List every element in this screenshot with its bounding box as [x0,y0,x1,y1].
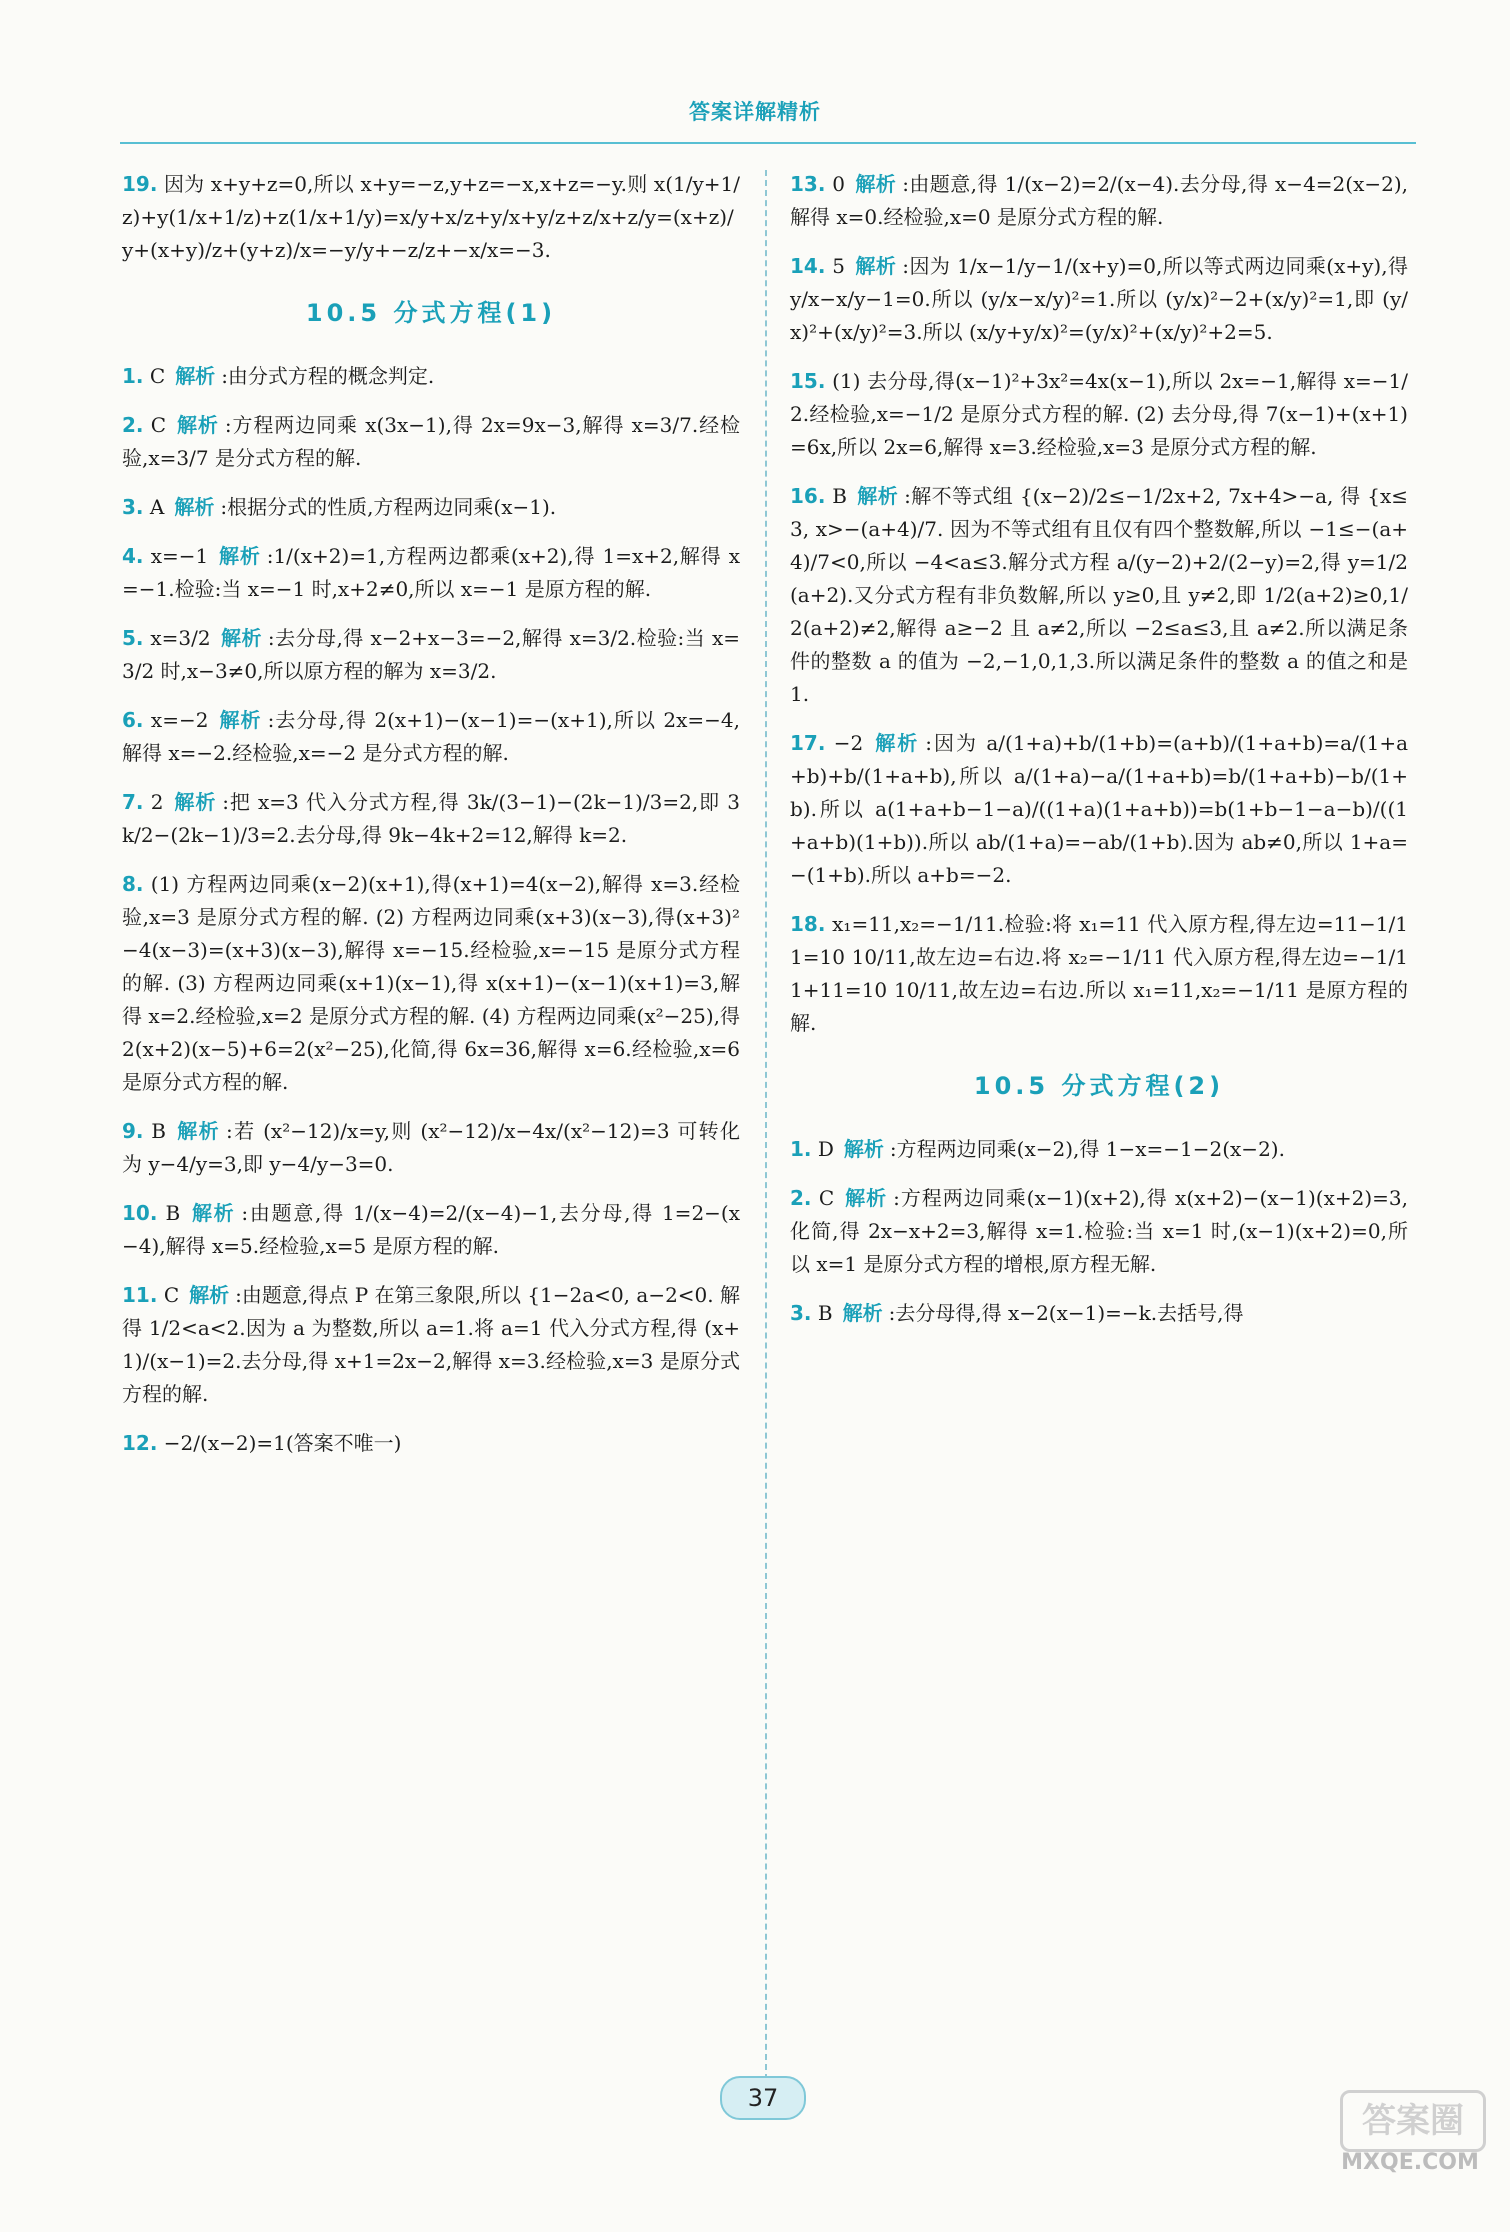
right-column [790,168,1408,1346]
page-header-title: 答案详解精析 [689,100,821,124]
analysis-tag: 解析 [856,484,899,508]
analysis-tag: 解析 [174,495,215,519]
item-number: 15. [790,369,826,393]
analysis-tag: 解析 [175,364,216,388]
analysis-tag: 解析 [844,1186,888,1210]
item-number: 1. [122,364,144,388]
answer-item [790,727,1408,892]
item-number: 11. [122,1283,158,1307]
analysis-tag: 解析 [175,1119,220,1143]
item-answer: 5 [832,254,845,278]
answer-item [122,622,740,688]
item-text: x₁=11,x₂=−1/11.检验:将 x₁=11 代入原方程,得左边=11−1/11=10 10/11,故左边=右边.将 x₂=−1/11 代入原方程,得左边=−1/11+11=10 10/11,故左边=右边.所以 x₁=11,x₂=−1/11 是原方程的解. [790,912,1408,1035]
item-text: :解不等式组 {(x−2)/2≤−1/2x+2, 7x+4>−a, 得 {x≤3, x>−(a+4)/7. 因为不等式组有且仅有四个整数解,所以 −1≤−(a+4)/7<0,所以 −4<a≤3.解分式方程 a/(y−2)+2/(2−y)=2,得 y=1/2(a+2).又分式方程有非负数解,所以 y≥0,且 y≠2,即 1/2(a+2)≥0,1/2(a+2)≠2,解得 a≥−2 且 a≠2,所以 −2≤a≤3,且 a≠2.所以满足条件的整数 a 的值为 −2,−1,0,1,3.所以满足条件的整数 a 的值之和是 1. [790,484,1409,706]
answer-item [122,704,740,770]
item-number: 10. [122,1201,158,1225]
answer-item [122,1115,740,1181]
item-answer: x=−2 [150,708,209,732]
analysis-tag: 解析 [189,1283,230,1307]
item-number: 14. [790,254,826,278]
item-text: :方程两边同乘(x−2),得 1−x=−1−2(x−2). [889,1137,1285,1161]
answer-item [790,1297,1408,1330]
item-text: :方程两边同乘 x(3x−1),得 2x=9x−3,解得 x=3/7.经检验,x=3/7 是分式方程的解. [122,413,741,470]
watermark-logo: 答案圈 [1340,2090,1486,2152]
answer-item [790,480,1408,711]
item-answer: B [832,484,847,508]
item-number: 1. [790,1137,812,1161]
item-text: :因为 1/x−1/y−1/(x+y)=0,所以等式两边同乘(x+y),得 y/x−x/y−1=0.所以 (y/x−x/y)²=1.所以 (y/x)²−2+(x/y)²=1,即 (y/x)²+(x/y)²=3.所以 (x/y+y/x)²=(y/x)²+(x/y)²+2=5. [790,254,1409,344]
item-text: :由题意,得点 P 在第三象限,所以 {1−2a<0, a−2<0. 解得 1/2<a<2.因为 a 为整数,所以 a=1.将 a=1 代入分式方程,得 (x+1)/(x−1)=2.去分母,得 x+1=2x−2,解得 x=3.经检验,x=3 是原分式方程的解. [122,1283,741,1406]
analysis-tag: 解析 [218,708,262,732]
answer-item [790,1133,1408,1166]
item-number: 19. [122,172,158,196]
answer-item [790,168,1408,234]
item-text: :去分母,得 x−2+x−3=−2,解得 x=3/2.检验:当 x=3/2 时,x−3≠0,所以原方程的解为 x=3/2. [122,626,741,683]
item-number: 18. [790,912,826,936]
header-rule [120,142,1416,144]
item-text: :去分母得,得 x−2(x−1)=−k.去括号,得 [888,1301,1244,1325]
left-column [122,168,740,1476]
item-number: 13. [790,172,826,196]
answer-item [122,786,740,852]
answer-item [790,365,1408,464]
answer-item [122,360,740,393]
item-number: 2. [122,413,144,437]
analysis-tag: 解析 [843,1137,884,1161]
analysis-tag: 解析 [854,172,897,196]
item-number: 17. [790,731,826,755]
item-text: :去分母,得 2(x+1)−(x−1)=−(x+1),所以 2x=−4,解得 x=−2.经检验,x=−2 是分式方程的解. [122,708,741,765]
item-text: (1) 去分母,得(x−1)²+3x²=4x(x−1),所以 2x=−1,解得 x=−1/2.经检验,x=−1/2 是原分式方程的解. (2) 去分母,得 7(x−1)+(x+1)=6x,所以 2x=6,解得 x=3.经检验,x=3 是原分式方程的解. [790,369,1408,459]
item-text: :由分式方程的概念判定. [221,364,435,388]
item-text: :由题意,得 1/(x−4)=2/(x−4)−1,去分母,得 1=2−(x−4),解得 x=5.经检验,x=5 是原方程的解. [122,1201,741,1258]
analysis-tag: 解析 [854,254,897,278]
answer-item [122,868,740,1099]
item-answer: 0 [832,172,845,196]
answer-item [790,250,1408,349]
item-text: :把 x=3 代入分式方程,得 3k/(3−1)−(2k−1)/3=2,即 3k/2−(2k−1)/3=2.去分母,得 9k−4k+2=12,解得 k=2. [122,790,741,847]
item-answer: −2 [833,731,864,755]
item-answer: C [149,364,166,388]
item-answer: x=−1 [150,544,209,568]
analysis-tag: 解析 [842,1301,883,1325]
answer-item [122,1427,740,1460]
section-title: 10.5 分式方程(2) [973,1072,1225,1100]
item-number: 12. [122,1431,158,1455]
answer-item [122,409,740,475]
item-text: :根据分式的性质,方程两边同乘(x−1). [220,495,557,519]
page-number: 37 [720,2076,806,2120]
item-answer: B [817,1301,833,1325]
answer-item [122,491,740,524]
analysis-tag: 解析 [173,790,217,814]
item-text: 因为 x+y+z=0,所以 x+y=−z,y+z=−x,x+z=−y.则 x(1/y+1/z)+y(1/x+1/z)+z(1/x+1/y)=x/y+x/z+y/x+y/z+z/x+z/y=(x+z)/y+(x+y)/z+(y+z)/x=−y/y+−z/z+−x/x=−3. [122,172,740,262]
item-answer: x=3/2 [150,626,211,650]
analysis-tag: 解析 [220,626,262,650]
item-number: 4. [122,544,144,568]
item-number: 7. [122,790,144,814]
column-divider [765,170,767,2080]
item-answer: B [165,1201,181,1225]
section-title: 10.5 分式方程(1) [305,299,557,327]
item-text: −2/(x−2)=1(答案不唯一) [163,1431,402,1455]
item-answer: B [151,1119,166,1143]
item-number: 6. [122,708,144,732]
item-text: :因为 a/(1+a)+b/(1+b)=(a+b)/(1+a+b)=a/(1+a+b)+b/(1+a+b),所以 a/(1+a)−a/(1+a+b)=b/(1+a+b)−b/(1+b).所以 a(1+a+b−1−a)/((1+a)(1+a+b))=b(1+b−1−a−b)/((1+a+b)(1+b)).所以 ab/(1+a)=−ab/(1+b).因为 ab≠0,所以 1+a=−(1+b).所以 a+b=−2. [790,731,1409,887]
item-text: (1) 方程两边同乘(x−2)(x+1),得(x+1)=4(x−2),解得 x=3.经检验,x=3 是原分式方程的解. (2) 方程两边同乘(x+3)(x−3),得(x+3)²−4(x−3)=(x+3)(x−3),解得 x=−15.经检验,x=−15 是原分式方程的解. (3) 方程两边同乘(x+1)(x−1),得 x(x+1)−(x−1)(x+1)=3,解得 x=2.经检验,x=2 是原分式方程的解. (4) 方程两边同乘(x²−25),得 2(x+2)(x−5)+6=2(x²−25),化简,得 6x=36,解得 x=6.经检验,x=6 是原分式方程的解. [122,872,740,1094]
item-number: 16. [790,484,826,508]
item-text: :1/(x+2)=1,方程两边都乘(x+2),得 1=x+2,解得 x=−1.检验:当 x=−1 时,x+2≠0,所以 x=−1 是原方程的解. [122,544,741,601]
answer-item [122,1279,740,1411]
answer-item [122,540,740,606]
item-answer: C [150,413,167,437]
item-number: 5. [122,626,144,650]
item-number: 3. [790,1301,812,1325]
answer-item [790,1182,1408,1281]
watermark-site: MXQE.COM [1341,2150,1479,2175]
item-answer: C [818,1186,835,1210]
analysis-tag: 解析 [176,413,219,437]
item-text: :方程两边同乘(x−1)(x+2),得 x(x+2)−(x−1)(x+2)=3,化简,得 2x−x+2=3,解得 x=1.检验:当 x=1 时,(x−1)(x+2)=0,所以 x=1 是原分式方程的增根,原方程无解. [790,1186,1409,1276]
item-answer: C [163,1283,180,1307]
item-text: :由题意,得 1/(x−2)=2/(x−4).去分母,得 x−4=2(x−2),解得 x=0.经检验,x=0 是原分式方程的解. [790,172,1409,229]
item-number: 9. [122,1119,144,1143]
answer-item [122,1197,740,1263]
item-number: 3. [122,495,144,519]
answer-item [122,168,740,267]
analysis-tag: 解析 [873,731,920,755]
analysis-tag: 解析 [218,544,261,568]
answer-item [790,908,1408,1040]
item-answer: D [817,1137,834,1161]
item-number: 8. [122,872,144,896]
item-text: :若 (x²−12)/x=y,则 (x²−12)/x−4x/(x²−12)=3 可转化为 y−4/y=3,即 y−4/y−3=0. [122,1119,741,1176]
item-number: 2. [790,1186,812,1210]
item-answer: A [149,495,165,519]
item-answer: 2 [150,790,164,814]
analysis-tag: 解析 [190,1201,236,1225]
